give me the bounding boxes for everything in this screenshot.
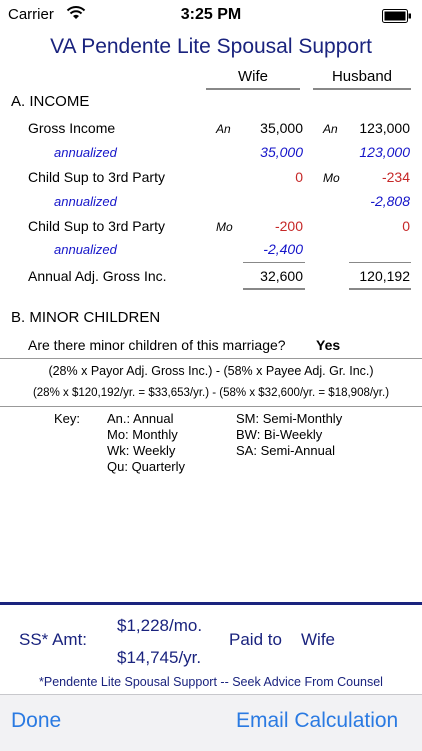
paid-to-value: Wife: [301, 630, 335, 649]
key-title: Key:: [54, 411, 81, 426]
key-item: BW: Bi-Weekly: [236, 427, 323, 442]
child-sup-2-annualized-label: annualized: [54, 242, 117, 257]
key-item: Qu: Quarterly: [107, 459, 186, 474]
child-sup-1-label: Child Sup to 3rd Party: [28, 169, 165, 185]
gross-annualized-wife-value: 35,000: [260, 144, 303, 160]
child-sup-2-husband-value[interactable]: 0: [402, 218, 410, 234]
child-sup-2-wife-period[interactable]: Mo: [216, 220, 233, 234]
key-item: SA: Semi-Annual: [236, 443, 335, 458]
adj-gross-wife-bottom-rule: [243, 288, 305, 290]
child-sup-1-husband-period[interactable]: Mo: [323, 171, 340, 185]
child-sup-1-annualized-label: annualized: [54, 194, 117, 209]
ss-amount-label: SS* Amt:: [19, 630, 88, 649]
divider: [0, 406, 422, 407]
adj-gross-wife-value: 32,600: [260, 268, 303, 284]
adj-gross-husband-value: 120,192: [359, 268, 410, 284]
child-sup-1-husband-value[interactable]: -234: [381, 169, 410, 185]
column-header-husband: Husband: [331, 68, 393, 85]
footnote: *Pendente Lite Spousal Support -- Seek Advice From Counsel: [39, 675, 383, 689]
gross-annualized-husband-value: 123,000: [359, 144, 410, 160]
column-underline-husband: [313, 88, 411, 90]
child-sup-1-wife-value[interactable]: 0: [295, 169, 303, 185]
carrier-label: Carrier: [8, 6, 54, 23]
formula-line-1: (28% x Payor Adj. Gross Inc.) - (58% x Payee Adj. Gr. Inc.): [48, 364, 374, 378]
adj-gross-label: Annual Adj. Gross Inc.: [28, 268, 167, 284]
gross-income-husband-value[interactable]: 123,000: [359, 120, 410, 136]
gross-income-label: Gross Income: [28, 120, 116, 136]
bottom-toolbar: [0, 694, 422, 751]
key-item: SM: Semi-Monthly: [236, 411, 343, 426]
result-panel: [0, 602, 422, 697]
section-income-heading: A. INCOME: [11, 93, 90, 110]
gross-annualized-label: annualized: [54, 145, 117, 160]
key-item: Mo: Monthly: [107, 427, 178, 442]
key-item: Wk: Weekly: [107, 443, 176, 458]
gross-income-husband-period[interactable]: An: [323, 122, 338, 136]
formula-line-2: (28% x $120,192/yr. = $33,653/yr.) - (58% x $32,600/yr. = $18,908/yr.): [32, 387, 390, 399]
key-item: An.: Annual: [107, 411, 174, 426]
adj-gross-wife-top-rule: [243, 262, 305, 263]
column-underline-wife: [206, 88, 300, 90]
done-button[interactable]: Done: [11, 709, 62, 732]
email-calculation-button[interactable]: Email Calculation: [236, 709, 399, 732]
adj-gross-husband-top-rule: [349, 262, 411, 263]
section-minor-children-heading: B. MINOR CHILDREN: [11, 309, 161, 326]
paid-to-label: Paid to: [229, 630, 282, 649]
child-sup-2-wife-value[interactable]: -200: [274, 218, 303, 234]
ss-amount-yearly: $14,745/yr.: [117, 648, 202, 667]
clock: 3:25 PM: [180, 6, 242, 23]
adj-gross-husband-bottom-rule: [349, 288, 411, 290]
child-sup-2-annualized-wife-value: -2,400: [263, 241, 303, 257]
minor-children-answer[interactable]: Yes: [316, 337, 341, 353]
minor-children-question: Are there minor children of this marriage?: [28, 337, 286, 353]
gross-income-wife-value[interactable]: 35,000: [260, 120, 303, 136]
gross-income-wife-period[interactable]: An: [216, 122, 231, 136]
page-title: VA Pendente Lite Spousal Support: [50, 35, 372, 58]
ss-amount-monthly: $1,228/mo.: [117, 616, 203, 635]
child-sup-1-annualized-husband-value: -2,808: [370, 193, 410, 209]
column-header-wife: Wife: [238, 68, 268, 85]
status-bar: [0, 0, 422, 32]
child-sup-2-label: Child Sup to 3rd Party: [28, 218, 165, 234]
battery-icon: [382, 9, 412, 22]
divider: [0, 358, 422, 359]
